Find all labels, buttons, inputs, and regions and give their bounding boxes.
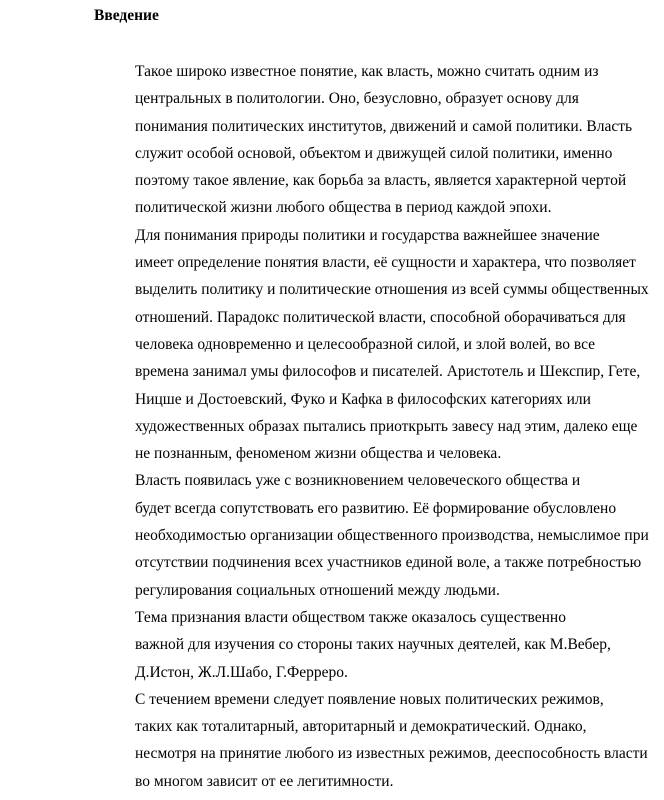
text-line: отсутствии подчинения всех участников единой воле, а также потребностью [135,554,642,572]
text-line: политической жизни любого общества в период каждой эпохи. [135,199,552,217]
text-line: Для понимания природы политики и государства важнейшее значение [135,226,600,244]
paragraph [95,686,648,795]
text-line: выделить политику и политические отношения из всей суммы общественных [135,281,649,299]
text-line: Власть появилась уже с возникновением человеческого общества и [135,472,581,490]
document-body [95,58,649,795]
text-line: центральных в политологии. Оно, безусловно, образует основу для [135,90,579,108]
text-line: во многом зависит от ее легитимности. [135,772,394,790]
text-line: необходимостью организации общественного производства, немыслимое при [135,527,649,545]
text-line: Ницше и Достоевский, Фуко и Кафка в философских категориях или [135,390,591,408]
paragraph [95,222,649,468]
text-line: человека одновременно и целесообразной силой, и злой волей, во все [135,335,596,353]
text-line: таких как тоталитарный, авторитарный и демократический. Однако, [135,718,587,736]
text-line: Тема признания власти обществом также оказалось существенно [135,608,566,626]
text-line: не познанным, феноменом жизни общества и человека. [135,445,502,463]
paragraph [95,467,649,603]
text-line: будет всегда сопутствовать его развитию. Её формирование обусловлено [135,499,617,517]
paragraph [95,58,641,222]
text-line: имеет определение понятия власти, её сущности и характера, что позволяет [135,254,636,272]
text-line: служит особой основой, объектом и движущей силой политики, именно [135,144,613,162]
section-heading: Введение [94,7,159,24]
text-line: регулирования социальных отношений между людьми. [135,581,500,599]
text-line: понимания политических институтов, движений и самой политики. Власть [135,117,633,135]
text-line: художественных образах пытались приоткрыть завесу над этим, далеко еще [135,417,638,435]
text-line: отношений. Парадокс политической власти, способной оборачиваться для [135,308,626,326]
text-line: Д.Истон, Ж.Л.Шабо, Г.Ферреро. [135,663,348,681]
text-line: поэтому такое явление, как борьба за власть, является характерной чертой [135,172,627,190]
text-line: С течением времени следует появление новых политических режимов, [135,690,604,708]
text-line: важной для изучения со стороны таких научных деятелей, как М.Вебер, [135,636,611,654]
text-line: Такое широко известное понятие, как власть, можно считать одним из [135,63,599,80]
paragraph [95,604,641,686]
text-line: несмотря на принятие любого из известных режимов, дееспособность власти [135,745,648,763]
text-line: времена занимал умы философов и писателей. Аристотель и Шекспир, Гете, [135,363,641,381]
